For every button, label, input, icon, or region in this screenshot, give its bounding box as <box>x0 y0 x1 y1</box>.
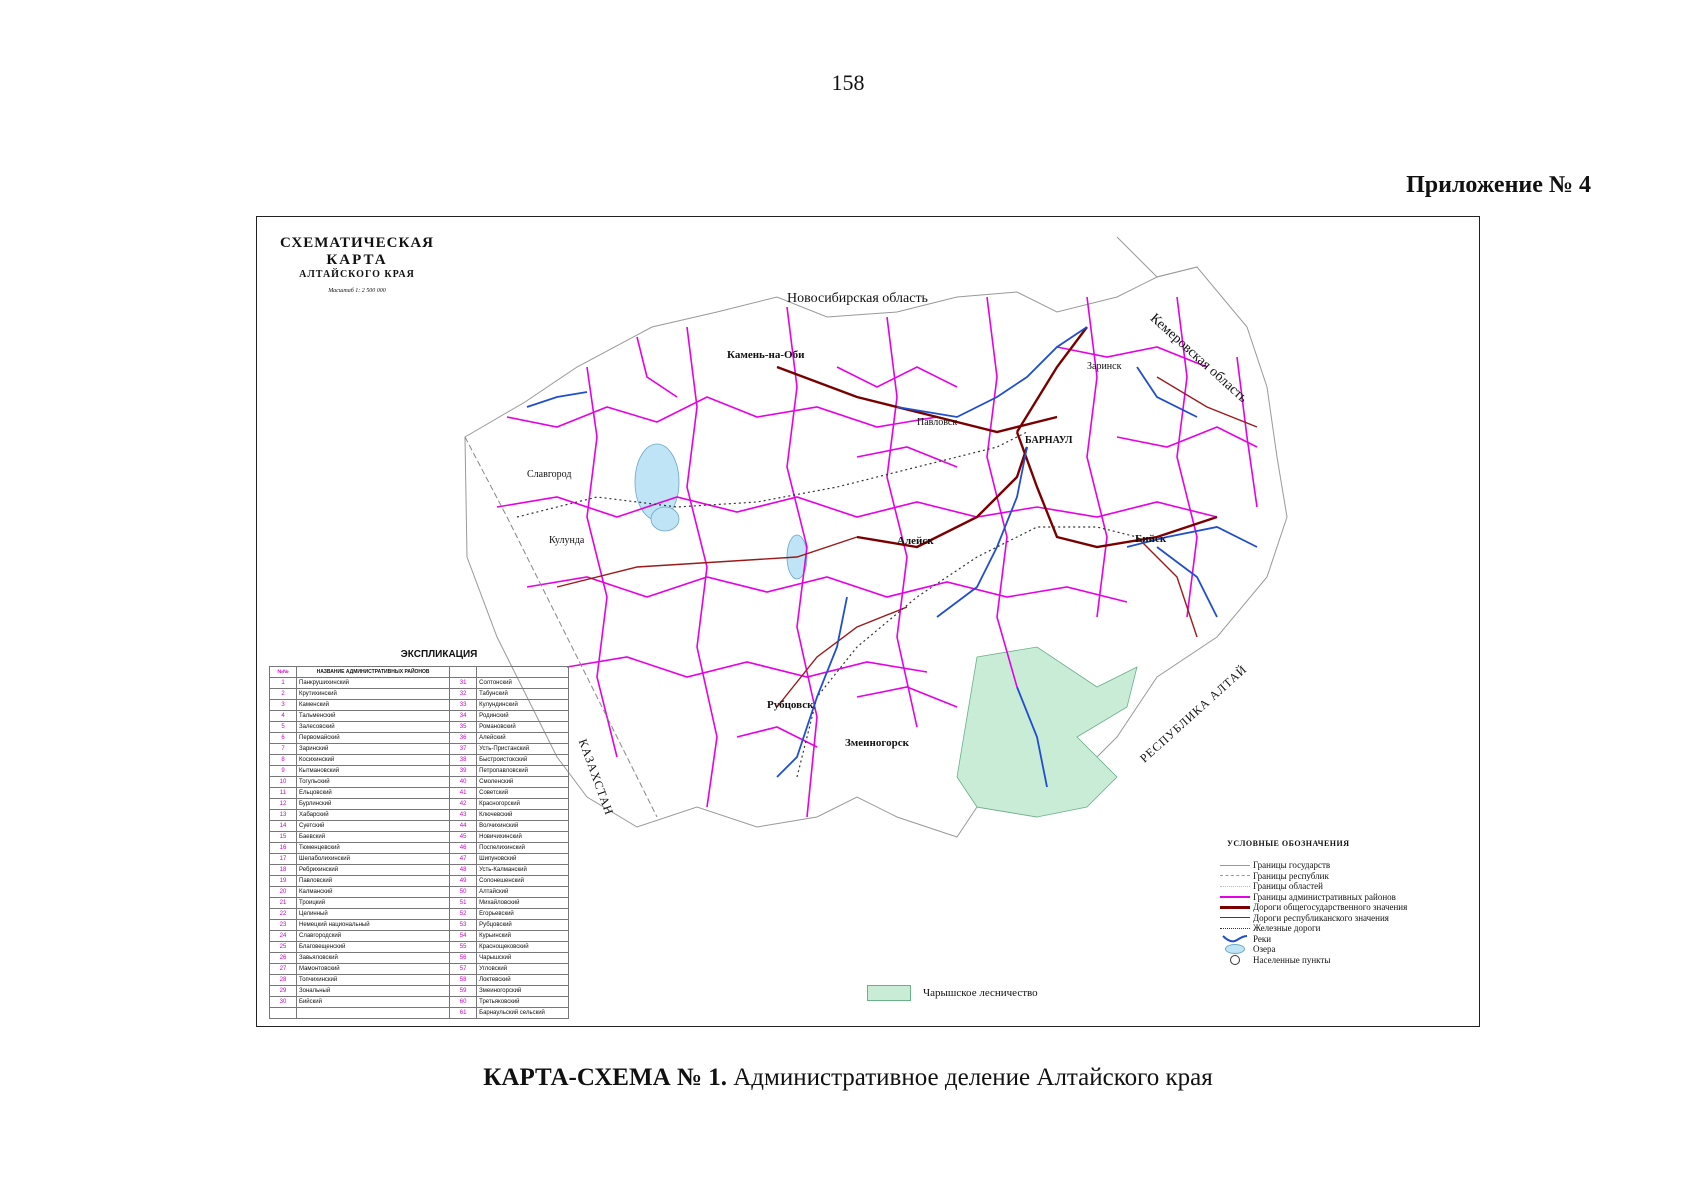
map-frame <box>256 216 1480 1027</box>
region-altai-republic: РЕСПУБЛИКА АЛТАЙ <box>1137 661 1250 766</box>
explication-row <box>270 744 569 755</box>
district-number: 43 <box>450 810 477 821</box>
explication-body <box>270 678 569 1019</box>
district-name: Залесовский <box>297 722 450 733</box>
district-name: Советский <box>477 788 569 799</box>
district-name: Краснощековский <box>477 942 569 953</box>
district-name: Бурлинский <box>297 799 450 810</box>
district-name: Шелаболихинский <box>297 854 450 865</box>
page-number: 158 <box>831 70 865 95</box>
district-number: 9 <box>270 766 297 777</box>
explication-col-name: НАЗВАНИЕ АДМИНИСТРАТИВНЫХ РАЙОНОВ <box>297 667 450 678</box>
district-number: 33 <box>450 700 477 711</box>
map-title-line2: КАРТА <box>326 252 388 268</box>
district-number: 8 <box>270 755 297 766</box>
district-number: 19 <box>270 876 297 887</box>
explication-row <box>270 876 569 887</box>
map-title-line1: СХЕМАТИЧЕСКАЯ <box>279 235 434 251</box>
legend-symbol <box>1217 886 1253 887</box>
district-number: 34 <box>450 711 477 722</box>
district-number: 58 <box>450 975 477 986</box>
explication-col-num: №№ <box>270 667 297 678</box>
district-name: Романовский <box>477 722 569 733</box>
district-number: 38 <box>450 755 477 766</box>
district-name: Змеиногорский <box>477 986 569 997</box>
region-kemerovo: Кемеровская область <box>1146 311 1251 406</box>
district-number: 42 <box>450 799 477 810</box>
district-name: Петропавловский <box>477 766 569 777</box>
district-name: Мамонтовский <box>297 964 450 975</box>
district-number: 13 <box>270 810 297 821</box>
caption-bold: КАРТА-СХЕМА № 1. <box>483 1064 727 1091</box>
explication-row <box>270 887 569 898</box>
district-name: Троицкий <box>297 898 450 909</box>
legend-item <box>1217 944 1467 955</box>
district-number: 16 <box>270 843 297 854</box>
district-number: 52 <box>450 909 477 920</box>
district-number: 24 <box>270 931 297 942</box>
district-number: 60 <box>450 997 477 1008</box>
district-name: Табунский <box>477 689 569 700</box>
legend-item <box>1217 934 1467 945</box>
legend-item <box>1217 881 1467 892</box>
explication-row <box>270 964 569 975</box>
map-title-line3: АЛТАЙСКОГО КРАЯ <box>299 269 415 280</box>
district-name: Бийский <box>297 997 450 1008</box>
district-number: 61 <box>450 1008 477 1019</box>
district-name: Усть-Пристанский <box>477 744 569 755</box>
district-name: Кытмановский <box>297 766 450 777</box>
district-number: 31 <box>450 678 477 689</box>
district-name: Тюменцевский <box>297 843 450 854</box>
district-number: 30 <box>270 997 297 1008</box>
legend-symbol <box>1217 875 1253 876</box>
district-number: 49 <box>450 876 477 887</box>
district-name: Павловский <box>297 876 450 887</box>
explication-row <box>270 953 569 964</box>
forest-label: Чарышское лесничество <box>923 987 1038 999</box>
district-name: Угловский <box>477 964 569 975</box>
district-number: 12 <box>270 799 297 810</box>
settlement-kulunda: Кулунда <box>549 535 585 546</box>
district-number: 41 <box>450 788 477 799</box>
legend-symbol <box>1217 896 1253 898</box>
explication-row <box>270 711 569 722</box>
settlement-zmeinogorsk: Змеиногорск <box>845 737 909 749</box>
legend-item <box>1217 902 1467 913</box>
district-name: Баевский <box>297 832 450 843</box>
district-name: Рубцовский <box>477 920 569 931</box>
settlement-kamen: Камень-на-Оби <box>727 349 805 361</box>
district-number: 11 <box>270 788 297 799</box>
district-number: 5 <box>270 722 297 733</box>
district-name: Славгородский <box>297 931 450 942</box>
explication-row <box>270 722 569 733</box>
district-name: Шипуновский <box>477 854 569 865</box>
legend <box>1217 839 1467 965</box>
explication-row <box>270 733 569 744</box>
district-name: Ключевский <box>477 810 569 821</box>
explication-row <box>270 843 569 854</box>
explication-row <box>270 909 569 920</box>
district-number: 26 <box>270 953 297 964</box>
district-name: Тальменский <box>297 711 450 722</box>
legend-item <box>1217 892 1467 903</box>
explication-row <box>270 799 569 810</box>
explication-row <box>270 689 569 700</box>
district-number: 36 <box>450 733 477 744</box>
legend-symbol <box>1217 865 1253 866</box>
district-number: 7 <box>270 744 297 755</box>
settlement-barnaul: БАРНАУЛ <box>1025 435 1073 446</box>
district-number: 37 <box>450 744 477 755</box>
district-number: 48 <box>450 865 477 876</box>
explication-row <box>270 678 569 689</box>
explication-row <box>270 931 569 942</box>
district-number: 20 <box>270 887 297 898</box>
explication-row <box>270 898 569 909</box>
district-name: Ребрихинский <box>297 865 450 876</box>
settlement-zarinsk: Заринск <box>1087 361 1122 372</box>
district-name <box>297 1008 450 1019</box>
explication-row <box>270 1008 569 1019</box>
district-number: 4 <box>270 711 297 722</box>
district-name: Зональный <box>297 986 450 997</box>
legend-label: Границы областей <box>1253 881 1323 892</box>
district-number: 23 <box>270 920 297 931</box>
district-name: Курьинский <box>477 931 569 942</box>
legend-symbol <box>1217 934 1253 944</box>
district-name: Красногорский <box>477 799 569 810</box>
legend-symbol <box>1217 944 1253 954</box>
district-name: Заринский <box>297 744 450 755</box>
district-number: 21 <box>270 898 297 909</box>
settlement-biysk: Бийск <box>1135 533 1167 545</box>
explication-row <box>270 777 569 788</box>
explication-row <box>270 755 569 766</box>
explication-row <box>270 997 569 1008</box>
district-number: 18 <box>270 865 297 876</box>
district-number: 56 <box>450 953 477 964</box>
explication-row <box>270 810 569 821</box>
district-name: Быстроистокский <box>477 755 569 766</box>
explication-row <box>270 821 569 832</box>
explication-row <box>270 920 569 931</box>
caption <box>0 1064 1696 1092</box>
legend-symbol <box>1217 917 1253 918</box>
district-number: 54 <box>450 931 477 942</box>
district-name: Кулундинский <box>477 700 569 711</box>
district-name: Алтайский <box>477 887 569 898</box>
district-name: Топчихинский <box>297 975 450 986</box>
district-name: Новичихинский <box>477 832 569 843</box>
district-number: 39 <box>450 766 477 777</box>
district-name: Барнаульский сельский <box>477 1008 569 1019</box>
legend-item <box>1217 871 1467 882</box>
legend-label: Населенные пункты <box>1253 954 1331 965</box>
district-number: 28 <box>270 975 297 986</box>
district-name: Михайловский <box>477 898 569 909</box>
district-name: Панкрушихинский <box>297 678 450 689</box>
district-number: 35 <box>450 722 477 733</box>
district-number: 45 <box>450 832 477 843</box>
explication <box>269 649 569 1019</box>
legend-item <box>1217 955 1467 966</box>
district-number: 32 <box>450 689 477 700</box>
settlement-pavlovsk: Павловск <box>917 417 958 428</box>
district-name: Суетский <box>297 821 450 832</box>
district-name: Каменский <box>297 700 450 711</box>
district-name: Целинный <box>297 909 450 920</box>
district-name: Родинский <box>477 711 569 722</box>
explication-row <box>270 700 569 711</box>
legend-label: Дороги общегосударственного значения <box>1253 902 1408 913</box>
district-number: 53 <box>450 920 477 931</box>
district-name: Третьяковский <box>477 997 569 1008</box>
district-number: 15 <box>270 832 297 843</box>
district-name: Солонешенский <box>477 876 569 887</box>
district-number: 29 <box>270 986 297 997</box>
district-name: Волчихинский <box>477 821 569 832</box>
explication-table <box>269 666 569 1019</box>
legend-symbol <box>1217 928 1253 929</box>
district-name: Благовещенский <box>297 942 450 953</box>
district-number: 2 <box>270 689 297 700</box>
district-name: Ельцовский <box>297 788 450 799</box>
forest-legend <box>867 985 1038 1001</box>
district-number: 55 <box>450 942 477 953</box>
legend-label: Границы государств <box>1253 860 1331 871</box>
settlement-slavgorod: Славгород <box>527 469 572 480</box>
legend-symbol <box>1217 906 1253 909</box>
legend-label: Границы административных районов <box>1253 891 1396 902</box>
district-name: Егорьевский <box>477 909 569 920</box>
district-name: Первомайский <box>297 733 450 744</box>
district-number: 10 <box>270 777 297 788</box>
district-number: 59 <box>450 986 477 997</box>
district-number: 17 <box>270 854 297 865</box>
district-name: Локтевский <box>477 975 569 986</box>
district-number: 6 <box>270 733 297 744</box>
settlement-aleysk: Алейск <box>897 535 934 547</box>
legend-title: УСЛОВНЫЕ ОБОЗНАЧЕНИЯ <box>1227 839 1350 848</box>
district-number: 47 <box>450 854 477 865</box>
explication-row <box>270 854 569 865</box>
explication-row <box>270 942 569 953</box>
explication-row <box>270 865 569 876</box>
district-number: 40 <box>450 777 477 788</box>
region-novosibirsk: Новосибирская область <box>787 291 928 306</box>
legend-rows <box>1217 860 1467 965</box>
legend-item <box>1217 923 1467 934</box>
explication-title: ЭКСПЛИКАЦИЯ <box>400 649 478 660</box>
district-number: 1 <box>270 678 297 689</box>
map-scale: Масштаб 1: 2 500 000 <box>328 288 386 294</box>
district-name: Крутихинский <box>297 689 450 700</box>
district-name: Алейский <box>477 733 569 744</box>
legend-label: Дороги республиканского значения <box>1253 912 1389 923</box>
legend-item <box>1217 913 1467 924</box>
legend-item <box>1217 860 1467 871</box>
forest-swatch <box>867 985 911 1001</box>
district-number: 51 <box>450 898 477 909</box>
district-name: Калманский <box>297 887 450 898</box>
district-number: 25 <box>270 942 297 953</box>
explication-row <box>270 986 569 997</box>
district-number: 46 <box>450 843 477 854</box>
district-name: Поспелихинский <box>477 843 569 854</box>
explication-row <box>270 766 569 777</box>
legend-symbol <box>1217 955 1253 965</box>
district-number: 14 <box>270 821 297 832</box>
district-number: 57 <box>450 964 477 975</box>
legend-label: Границы республик <box>1253 870 1329 881</box>
settlement-rubtsovsk: Рубцовск <box>767 699 814 711</box>
appendix-label: Приложение № 4 <box>1406 172 1591 198</box>
district-name: Косихинский <box>297 755 450 766</box>
district-number <box>270 1008 297 1019</box>
district-name: Завьяловский <box>297 953 450 964</box>
district-number: 22 <box>270 909 297 920</box>
region-kazakhstan: КАЗАХСТАН <box>575 737 617 818</box>
district-name: Тогульский <box>297 777 450 788</box>
district-name: Чарышский <box>477 953 569 964</box>
district-name: Немецкий национальный <box>297 920 450 931</box>
district-number: 44 <box>450 821 477 832</box>
district-number: 27 <box>270 964 297 975</box>
explication-row <box>270 788 569 799</box>
district-number: 50 <box>450 887 477 898</box>
explication-row <box>270 975 569 986</box>
caption-text: Административное деление Алтайского края <box>727 1064 1213 1091</box>
legend-label: Озера <box>1253 944 1276 955</box>
district-name: Хабарский <box>297 810 450 821</box>
legend-label: Железные дороги <box>1253 923 1321 934</box>
district-name: Усть-Калманский <box>477 865 569 876</box>
explication-row <box>270 832 569 843</box>
district-name: Смоленский <box>477 777 569 788</box>
district-name: Солтонский <box>477 678 569 689</box>
lake-kuchukskoe <box>651 507 679 531</box>
legend-label: Реки <box>1253 933 1272 944</box>
district-number: 3 <box>270 700 297 711</box>
